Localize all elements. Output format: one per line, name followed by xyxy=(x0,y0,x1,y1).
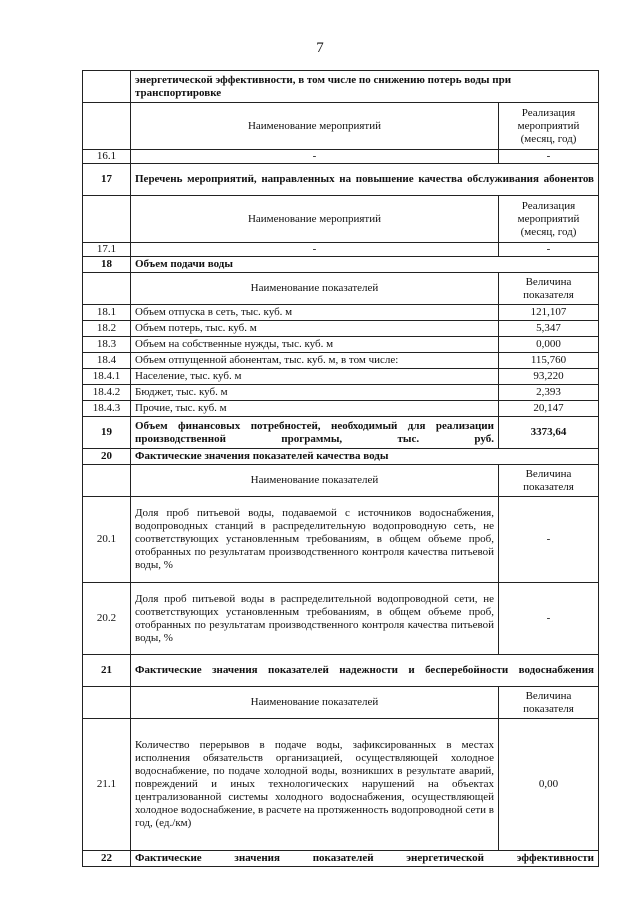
row-value: 0,000 xyxy=(498,337,598,353)
section-value: 3373,64 xyxy=(498,417,598,449)
table-row xyxy=(83,150,599,164)
row-number: 18.4 xyxy=(83,353,131,369)
table-row xyxy=(83,71,599,103)
row-number-cell xyxy=(83,103,131,150)
table-row xyxy=(83,385,599,401)
program-table xyxy=(82,70,599,867)
section-number: 19 xyxy=(83,417,131,449)
row-number: 20.2 xyxy=(83,583,131,655)
section-number: 22 xyxy=(83,851,131,867)
row-name: Бюджет, тыс. куб. м xyxy=(131,385,499,401)
row-number: 16.1 xyxy=(83,150,131,164)
row-name: Объем на собственные нужды, тыс. куб. м xyxy=(131,337,499,353)
row-number: 20.1 xyxy=(83,497,131,583)
column-header-value: Величина показателя xyxy=(498,465,598,497)
row-value: 93,220 xyxy=(498,369,598,385)
row-number: 21.1 xyxy=(83,719,131,851)
row-name: Население, тыс. куб. м xyxy=(131,369,499,385)
page-number: 7 xyxy=(316,40,324,56)
section-number: 21 xyxy=(83,655,131,687)
row-number: 18.4.1 xyxy=(83,369,131,385)
row-name: Объем отпуска в сеть, тыс. куб. м xyxy=(131,305,499,321)
row-number-cell xyxy=(83,465,131,497)
row-value: - xyxy=(498,583,598,655)
column-header-name: Наименование мероприятий xyxy=(131,103,499,150)
column-header-value: Величина показателя xyxy=(498,687,598,719)
row-number: 18.4.3 xyxy=(83,401,131,417)
row-number-cell xyxy=(83,71,131,103)
row-number: 17.1 xyxy=(83,243,131,257)
column-header-name: Наименование показателей xyxy=(131,273,499,305)
row-name: Объем потерь, тыс. куб. м xyxy=(131,321,499,337)
row-number: 18.1 xyxy=(83,305,131,321)
row-name: Доля проб питьевой воды в распределительной водопроводной сети, не соответствующих установленным требованиям, в общем объеме проб, отобранных по результатам производственного контроля качества питьевой воды, % xyxy=(131,583,499,655)
table-row xyxy=(83,719,599,851)
row-value: 0,00 xyxy=(498,719,598,851)
row-value: 5,347 xyxy=(498,321,598,337)
table-row xyxy=(83,851,599,867)
table-row xyxy=(83,273,599,305)
section-title: Фактические значения показателей надежности и бесперебойности водоснабжения xyxy=(131,655,599,687)
table-row xyxy=(83,687,599,719)
row-number: 18.4.2 xyxy=(83,385,131,401)
row-value: 115,760 xyxy=(498,353,598,369)
table-row xyxy=(83,369,599,385)
row-value: - xyxy=(498,497,598,583)
table-row xyxy=(83,449,599,465)
table-row xyxy=(83,353,599,369)
section-number: 20 xyxy=(83,449,131,465)
table-row xyxy=(83,164,599,196)
row-value: 20,147 xyxy=(498,401,598,417)
section-title: Объем финансовых потребностей, необходимый для реализации производственной программы, тыс. руб. xyxy=(131,417,499,449)
table-row xyxy=(83,401,599,417)
table-row xyxy=(83,583,599,655)
row-number-cell xyxy=(83,196,131,243)
row-number-cell xyxy=(83,687,131,719)
row-name: Количество перерывов в подаче воды, зафиксированных в местах исполнения обязательств организацией, осуществляющей холодное водоснабжение, по подаче холодной воды, возникших в результате аварий, повреждений и иных технологических нарушений на объектах централизованной системы холодного водоснабжения, осуществляющей холодное водоснабжение, в расчете на протяженность водопроводной сети в год, (ед./км) xyxy=(131,719,499,851)
row-value: - xyxy=(498,243,598,257)
row-name: - xyxy=(131,150,499,164)
column-header-name: Наименование показателей xyxy=(131,465,499,497)
table-row xyxy=(83,497,599,583)
section-title: Фактические значения показателей энергетической эффективности xyxy=(131,851,599,867)
table-row xyxy=(83,417,599,449)
column-header-name: Наименование мероприятий xyxy=(131,196,499,243)
table-row xyxy=(83,305,599,321)
section-title: Перечень мероприятий, направленных на повышение качества обслуживания абонентов xyxy=(131,164,599,196)
column-header-value: Реализация мероприятий (месяц, год) xyxy=(498,103,598,150)
row-name: Доля проб питьевой воды, подаваемой с источников водоснабжения, водопроводных станций в распределительную водопроводную сеть, не соответствующих установленным требованиям, в общем объеме проб, отобранных по результатам производственного контроля качества питьевой воды, % xyxy=(131,497,499,583)
section-title: энергетической эффективности, в том числе по снижению потерь воды при транспортировке xyxy=(131,71,599,103)
table-row xyxy=(83,243,599,257)
column-header-name: Наименование показателей xyxy=(131,687,499,719)
section-number: 17 xyxy=(83,164,131,196)
row-value: 121,107 xyxy=(498,305,598,321)
section-title: Фактические значения показателей качества воды xyxy=(131,449,599,465)
table-row xyxy=(83,337,599,353)
table-row xyxy=(83,196,599,243)
column-header-value: Реализация мероприятий (месяц, год) xyxy=(498,196,598,243)
table-row xyxy=(83,257,599,273)
row-name: Прочие, тыс. куб. м xyxy=(131,401,499,417)
row-name: Объем отпущенной абонентам, тыс. куб. м, в том числе: xyxy=(131,353,499,369)
section-number: 18 xyxy=(83,257,131,273)
section-title: Объем подачи воды xyxy=(131,257,599,273)
table-row xyxy=(83,321,599,337)
column-header-value: Величина показателя xyxy=(498,273,598,305)
row-value: 2,393 xyxy=(498,385,598,401)
table-row xyxy=(83,655,599,687)
table-row xyxy=(83,103,599,150)
row-number-cell xyxy=(83,273,131,305)
row-value: - xyxy=(498,150,598,164)
table-row xyxy=(83,465,599,497)
row-name: - xyxy=(131,243,499,257)
row-number: 18.2 xyxy=(83,321,131,337)
row-number: 18.3 xyxy=(83,337,131,353)
